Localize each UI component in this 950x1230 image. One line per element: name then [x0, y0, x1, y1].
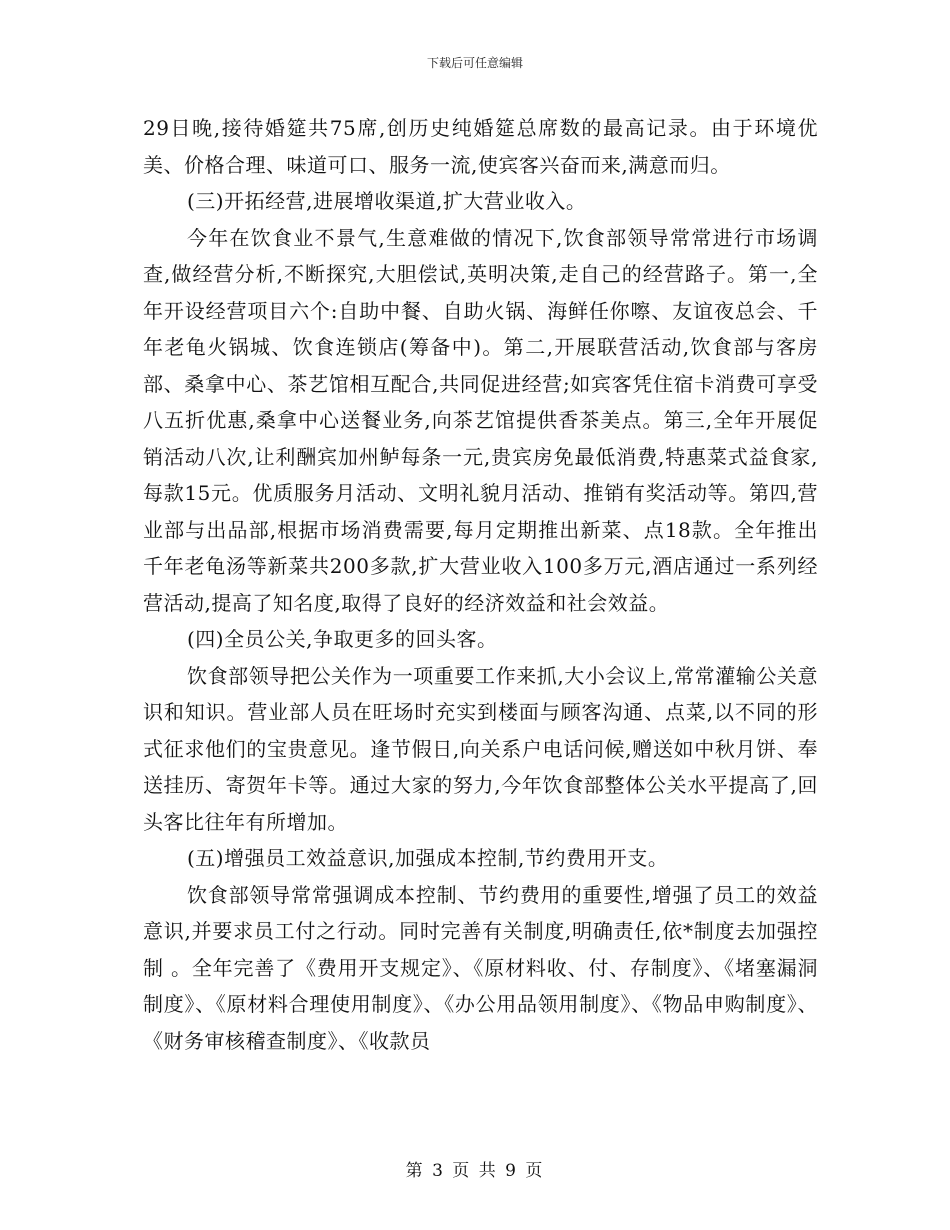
page-number-footer: 第 3 页 共 9 页: [405, 1161, 545, 1181]
paragraph: 饮食部领导常常强调成本控制、节约费用的重要性,增强了员工的效益意识,并要求员工付之行动。同时完善有关制度,明确责任,依*制度去加强控制 。全年完善了《费用开支规定》、《原材料收、付、存制度》、《堵塞漏洞制度》、《原材料合理使用制度》、《办公用品领用制度》、《物品申购制度》、《财务审核稽查制度》、《收款员: [143, 882, 818, 1053]
section-heading: (五)增强员工效益意识,加强成本控制,节约费用开支。: [187, 846, 669, 870]
paragraph: 29日晚,接待婚筵共75席,创历史纯婚筵总席数的最高记录。由于环境优美、价格合理、味道可口、服务一流,使宾客兴奋而来,满意而归。: [143, 116, 818, 177]
page-header: 下载后可任意编辑: [426, 56, 523, 70]
paragraph: 今年在饮食业不景气,生意难做的情况下,饮食部领导常常进行市场调查,做经营分析,不断探究,大胆偿试,英明决策,走自己的经营路子。第一,全年开设经营项目六个:自助中餐、自助火锅、海鲜任你嚓、友谊夜总会、千年老龟火锅城、饮食连锁店(筹备中)。第二,开展联营活动,饮食部与客房部、桑拿中心、茶艺馆相互配合,共同促进经营;如宾客凭住宿卡消费可享受八五折优惠,桑拿中心送餐业务,向茶艺馆提供香茶美点。第三,全年开展促销活动八次,让利酬宾加州鲈每条一元,贵宾房免最低消费,特惠菜式益食家,每款15元。优质服务月活动、文明礼貌月活动、推销有奖活动等。第四,营业部与出品部,根据市场消费需要,每月定期推出新菜、点18款。全年推出千年老龟汤等新菜共200多款,扩大营业收入100多万元,酒店通过一系列经营活动,提高了知名度,取得了良好的经济效益和社会效益。: [143, 225, 818, 615]
section-heading: (三)开拓经营,进展增收渠道,扩大营业收入。: [187, 189, 587, 213]
paragraph: 饮食部领导把公关作为一项重要工作来抓,大小会议上,常常灌输公关意识和知识。营业部人员在旺场时充实到楼面与顾客沟通、点菜,以不同的形式征求他们的宝贵意见。逢节假日,向关系户电话问候,赠送如中秋月饼、奉送挂历、寄贺年卡等。通过大家的努力,今年饮食部整体公关水平提高了,回头客比往年有所增加。: [143, 663, 818, 834]
document-body: [143, 110, 818, 1059]
section-heading: (四)全员公关,争取更多的回头客。: [187, 627, 498, 651]
